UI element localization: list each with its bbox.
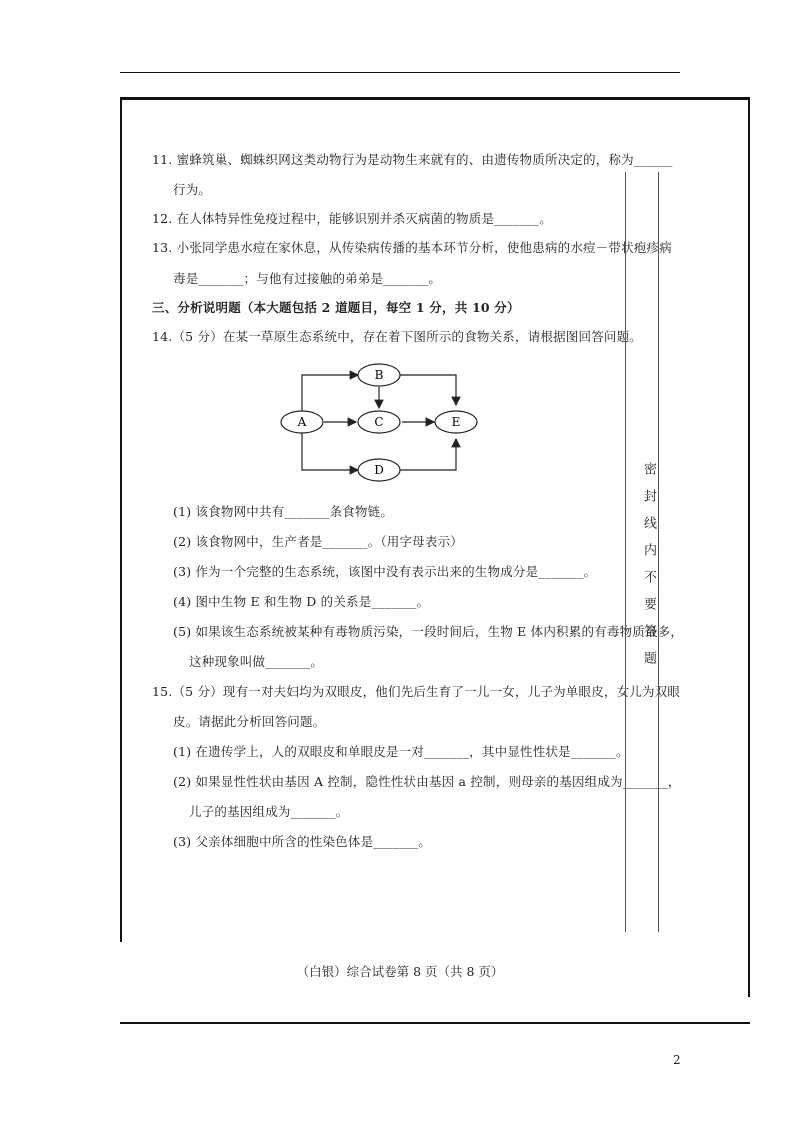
question-15-line1: 15.（5 分）现有一对夫妇均为双眼皮，他们先后生育了一儿一女，儿子为单眼皮，女儿为双眼 [152, 684, 681, 699]
question-15-3: (3) 父亲体细胞中所含的性染色体是_______。 [173, 834, 432, 849]
seal-strip-text: 密封线内不要答题 [641, 462, 656, 678]
question-15-line2: 皮。请据此分析回答问题。 [173, 714, 326, 729]
node-a-label: A [297, 415, 307, 429]
node-c [358, 411, 400, 433]
node-d-label: D [374, 463, 384, 477]
node-a [281, 411, 323, 433]
top-rule [120, 72, 680, 73]
node-c-label: C [374, 415, 384, 429]
edge-d-e [400, 439, 456, 470]
question-12: 12. 在人体特异性免疫过程中，能够识别并杀灭病菌的物质是_______。 [152, 211, 553, 226]
question-15-2-line2: 儿子的基因组成为_______。 [189, 804, 349, 819]
question-11-line1: 11. 蜜蜂筑巢、蜘蛛织网这类动物行为是动物生来就有的、由遗传物质所决定的，称为______ [152, 152, 673, 167]
node-b [358, 364, 400, 386]
frame-top [120, 97, 750, 100]
question-13-line1: 13. 小张同学患水痘在家休息，从传染病传播的基本环节分析，使他患病的水痘－带状疱疹病 [152, 240, 672, 255]
question-15-2-line1: (2) 如果显性性状由基因 A 控制，隐性性状由基因 a 控制，则母亲的基因组成为_______， [173, 774, 681, 789]
question-14-3: (3) 作为一个完整的生态系统，该图中没有表示出来的生物成分是_______。 [173, 564, 597, 579]
edge-b-e [400, 375, 456, 405]
seal-strip [625, 172, 659, 932]
node-d [358, 459, 400, 481]
page-footer: （白银）综合试卷第 8 页（共 8 页） [296, 964, 504, 979]
question-14: 14.（5 分）在某一草原生态系统中，存在着下图所示的食物关系，请根据图回答问题。 [152, 329, 643, 344]
node-b-label: B [374, 368, 384, 382]
page-number: 2 [673, 1053, 681, 1067]
edge-a-b [302, 375, 358, 412]
node-e-label: E [451, 415, 461, 429]
question-14-1: (1) 该食物网中共有_______条食物链。 [173, 504, 394, 519]
node-e [435, 411, 477, 433]
bottom-rule [120, 1022, 750, 1024]
food-web-diagram [280, 355, 500, 490]
question-14-4: (4) 图中生物 E 和生物 D 的关系是_______。 [173, 594, 430, 609]
frame-right [748, 97, 750, 997]
question-14-5-line1: (5) 如果该生态系统被某种有毒物质污染，一段时间后，生物 E 体内积累的有毒物质最多， [173, 624, 684, 639]
question-14-2: (2) 该食物网中，生产者是_______。（用字母表示） [173, 534, 463, 549]
question-15-1: (1) 在遗传学上，人的双眼皮和单眼皮是一对_______，其中显性性状是_______。 [173, 744, 629, 759]
frame-left [120, 97, 122, 942]
question-13-line2: 毒是_______；与他有过接触的弟弟是_______。 [173, 271, 442, 286]
question-11-line2: 行为。 [173, 182, 212, 197]
question-14-5-line2: 这种现象叫做_______。 [189, 654, 324, 669]
edge-a-d [302, 433, 358, 470]
section-3-heading: 三、分析说明题（本大题包括 2 道题目，每空 1 分，共 10 分） [152, 300, 520, 315]
